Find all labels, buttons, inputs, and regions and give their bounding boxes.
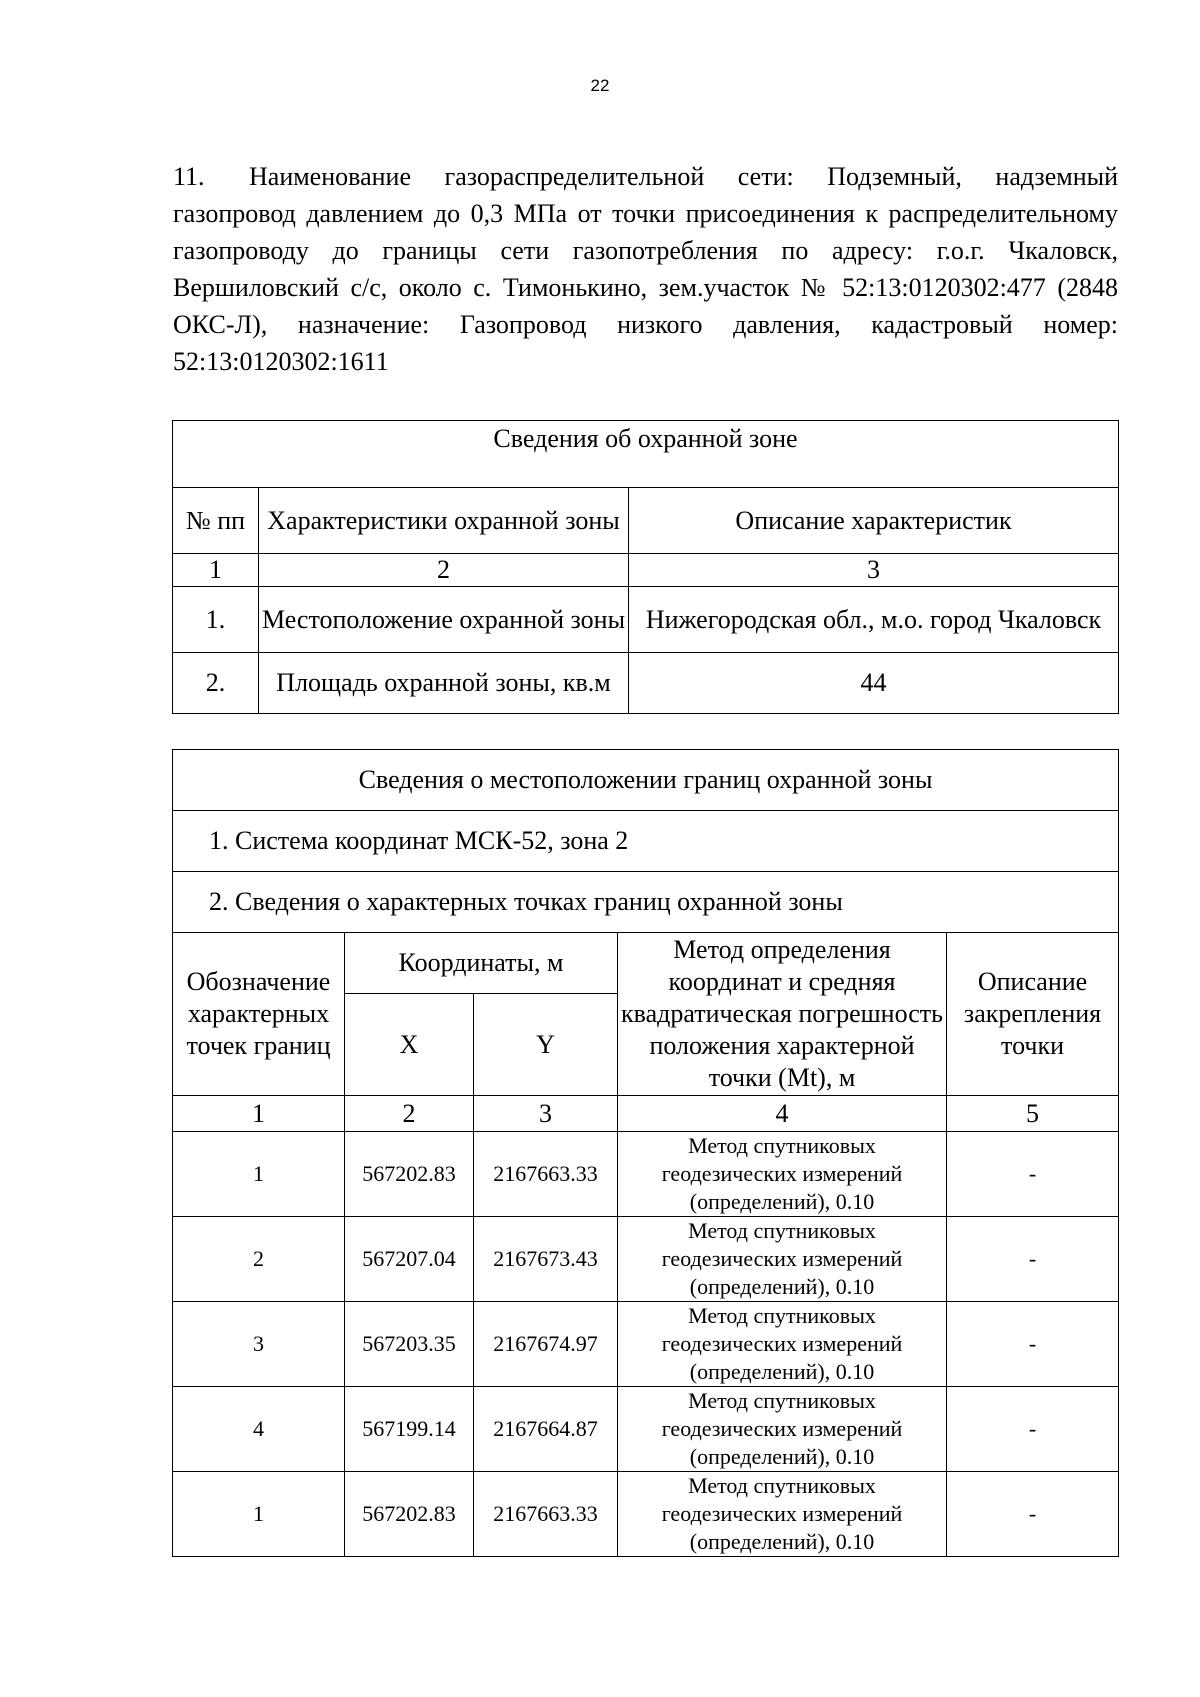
header-point: Обозначение характерных точек границ xyxy=(173,933,345,1096)
col-number: 1 xyxy=(173,1096,345,1132)
points-title: 2. Сведения о характерных точках границ охранной зоны xyxy=(173,872,1119,933)
zone-header-description: Описание характеристик xyxy=(629,488,1119,554)
zone-row-num: 1. xyxy=(173,587,259,653)
point-x: 567207.04 xyxy=(345,1217,474,1302)
zone-row-name: Площадь охранной зоны, кв.м xyxy=(259,653,629,714)
point-method: Метод спутниковых геодезических измерений (определений), 0.10 xyxy=(618,1472,947,1557)
header-method: Метод определения координат и средняя квадратическая погрешность положения характерной точки (Mt), м xyxy=(618,933,947,1096)
table-row xyxy=(173,1472,1119,1557)
zone-row-name: Местоположение охранной зоны xyxy=(259,587,629,653)
zone-col-number: 1 xyxy=(173,554,259,587)
zone-col-number: 2 xyxy=(259,554,629,587)
point-x: 567203.35 xyxy=(345,1302,474,1387)
point-x: 567202.83 xyxy=(345,1472,474,1557)
table-row xyxy=(173,587,1119,653)
point-y: 2167674.97 xyxy=(474,1302,618,1387)
zone-row-num: 2. xyxy=(173,653,259,714)
point-fixing: - xyxy=(947,1217,1119,1302)
point-id: 3 xyxy=(173,1302,345,1387)
point-method: Метод спутниковых геодезических измерений (определений), 0.10 xyxy=(618,1387,947,1472)
zone-col-number: 3 xyxy=(629,554,1119,587)
table-row xyxy=(173,1132,1119,1217)
header-coords: Координаты, м xyxy=(345,933,618,994)
col-number: 4 xyxy=(618,1096,947,1132)
table-row xyxy=(173,1387,1119,1472)
network-description xyxy=(173,158,1118,380)
point-method: Метод спутниковых геодезических измерений (определений), 0.10 xyxy=(618,1302,947,1387)
header-x: X xyxy=(345,994,474,1096)
point-method: Метод спутниковых геодезических измерений (определений), 0.10 xyxy=(618,1217,947,1302)
point-id: 1 xyxy=(173,1472,345,1557)
boundary-table-title: Сведения о местоположении границ охранной зоны xyxy=(173,750,1119,811)
zone-table-title: Сведения об охранной зоне xyxy=(173,421,1119,488)
point-y: 2167663.33 xyxy=(474,1132,618,1217)
point-id: 4 xyxy=(173,1387,345,1472)
col-number: 2 xyxy=(345,1096,474,1132)
header-fixing: Описание закрепления точки xyxy=(947,933,1119,1096)
point-y: 2167663.33 xyxy=(474,1472,618,1557)
paragraph-text: Наименование газораспределительной сети: Подземный, надземный газопровод давлением до 0,3 МПа от точки присоединения к распределительному газопроводу до границы сети газопотребления по адресу: г.о.г. Чкаловск, Вершиловский с/с, около с. Тимонькино, зем.участок № 52:13:0120302:477 (2848 ОКС-Л), назначение: Газопровод низкого давления, кадастровый номер: 52:13:0120302:1611 xyxy=(173,162,1118,376)
col-number: 5 xyxy=(947,1096,1119,1132)
point-y: 2167673.43 xyxy=(474,1217,618,1302)
coordinate-system: 1. Система координат МСК-52, зона 2 xyxy=(173,811,1119,872)
header-y: Y xyxy=(474,994,618,1096)
point-method: Метод спутниковых геодезических измерений (определений), 0.10 xyxy=(618,1132,947,1217)
point-fixing: - xyxy=(947,1302,1119,1387)
point-id: 1 xyxy=(173,1132,345,1217)
protection-zone-table xyxy=(172,420,1119,714)
table-row xyxy=(173,1302,1119,1387)
zone-row-value: Нижегородская обл., м.о. город Чкаловск xyxy=(629,587,1119,653)
zone-header-num: № пп xyxy=(173,488,259,554)
table-row xyxy=(173,653,1119,714)
point-fixing: - xyxy=(947,1387,1119,1472)
point-x: 567202.83 xyxy=(345,1132,474,1217)
boundary-table xyxy=(172,749,1119,1557)
page-number: 22 xyxy=(590,76,610,95)
zone-row-value: 44 xyxy=(629,653,1119,714)
point-id: 2 xyxy=(173,1217,345,1302)
paragraph-number: 11. xyxy=(173,162,205,191)
point-fixing: - xyxy=(947,1132,1119,1217)
zone-header-characteristic: Характеристики охранной зоны xyxy=(259,488,629,554)
point-fixing: - xyxy=(947,1472,1119,1557)
point-y: 2167664.87 xyxy=(474,1387,618,1472)
point-x: 567199.14 xyxy=(345,1387,474,1472)
table-row xyxy=(173,1217,1119,1302)
col-number: 3 xyxy=(474,1096,618,1132)
